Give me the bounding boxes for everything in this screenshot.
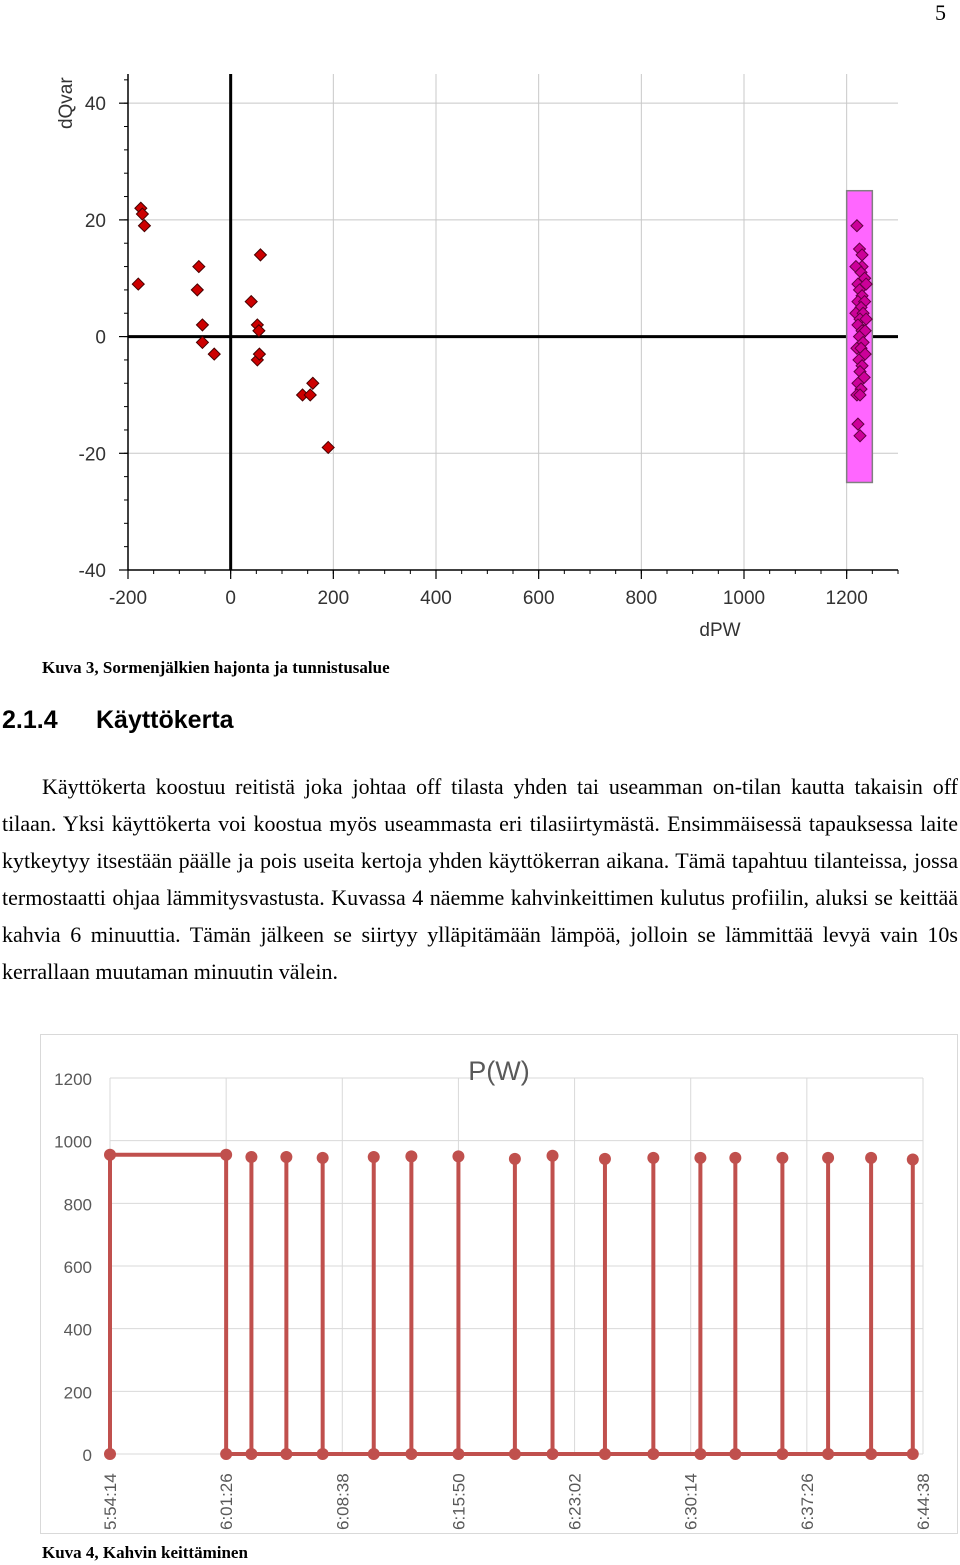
section-heading [2,706,234,735]
data-point [254,249,266,261]
data-marker [509,1153,521,1165]
y-tick-label: -20 [78,444,106,466]
x-tick-label: 6:23:02 [565,1473,585,1530]
data-point [322,441,334,453]
x-tick-label: 6:37:26 [797,1473,817,1530]
data-marker [729,1152,741,1164]
data-marker [104,1448,116,1460]
section-title: Käyttökerta [96,706,234,734]
data-point [208,348,220,360]
x-tick-label: -200 [108,588,148,609]
data-marker [547,1448,559,1460]
data-marker [220,1448,232,1460]
y-tick-label: 1000 [54,1132,92,1152]
data-marker [405,1448,417,1460]
x-tick-label: 1000 [722,588,766,609]
data-marker [647,1152,659,1164]
fingerprint-scatter-chart [40,60,920,650]
y-tick-label: 600 [63,1258,92,1277]
power-line-chart [40,1034,958,1534]
data-marker [907,1153,919,1165]
data-marker [822,1448,834,1460]
data-marker [694,1448,706,1460]
y-tick-label: 40 [84,94,106,116]
x-tick-label: 6:01:26 [217,1473,237,1530]
data-point [132,278,144,290]
page-number: 5 [935,0,946,25]
figure-4-caption: Kuva 4, Kahvin keittäminen [42,1543,248,1562]
data-marker [245,1151,257,1163]
y-tick-label: 20 [84,210,106,232]
data-point [191,284,203,296]
x-tick-label: 600 [522,588,555,609]
data-marker [694,1152,706,1164]
data-point [138,220,150,232]
data-marker [104,1149,116,1161]
y-tick-label: 1200 [54,1070,92,1089]
data-marker [907,1448,919,1460]
chart-title: P(W) [468,1056,530,1086]
data-marker [776,1448,788,1460]
data-marker [317,1448,329,1460]
data-marker [317,1152,329,1164]
data-marker [776,1152,788,1164]
data-marker [599,1153,611,1165]
x-tick-label: 400 [420,588,452,609]
data-point [304,389,316,401]
y-tick-label: 0 [95,327,106,349]
data-point [196,336,208,348]
figure-3-caption: Kuva 3, Sormenjälkien hajonta ja tunnistusalue [42,658,390,677]
x-tick-label: 6:44:38 [914,1473,933,1530]
x-tick-label: 6:15:50 [449,1473,469,1530]
y-tick-label: 800 [63,1195,92,1215]
data-marker [647,1448,659,1460]
data-point [196,319,208,331]
x-tick-label: 6:30:14 [681,1473,701,1530]
y-tick-label: 200 [63,1383,92,1403]
power-series-line [110,1155,913,1454]
x-tick-label: 0 [225,588,236,609]
data-marker [822,1152,834,1164]
data-marker [547,1150,559,1162]
data-marker [865,1448,877,1460]
data-marker [245,1448,257,1460]
x-tick-label: 800 [625,588,658,609]
data-point [245,296,257,308]
x-tick-label: 5:54:14 [101,1473,120,1530]
data-marker [599,1448,611,1460]
body-paragraph: Käyttökerta koostuu reitistä joka johtaa off tilasta yhden tai useamman on-tilan kautta takaisin off tilaan. Yksi käyttökerta voi koostua myös useammasta eri tilasiirtymästä. Ensimmäisessä tapauksessa laite kytkeytyy itsestään päälle ja pois useita kertoja yhden käyttökerran aikana. Tämä tapahtuu tilanteissa, jossa termostaatti ohjaa lämmitysvastusta. Kuvassa 4 näemme kahvinkeittimen kulutus profiilin, aluksi se keittää kahvia 6 minuuttia. Tämän jälkeen se siirtyy ylläpitämään lämpöä, jolloin se lämmittää levyä vain 10s kerrallaan muutaman minuutin välein. [2,774,958,984]
data-marker [280,1448,292,1460]
x-tick-label: 6:08:38 [333,1473,353,1530]
y-axis-label: dQvar [56,77,77,130]
data-marker [452,1150,464,1162]
data-point [307,377,319,389]
data-marker [729,1448,741,1460]
section-number: 2.1.4 [2,706,58,734]
data-marker [368,1151,380,1163]
data-marker [865,1152,877,1164]
data-marker [452,1448,464,1460]
data-marker [405,1150,417,1162]
data-marker [509,1448,521,1460]
x-tick-label: 200 [317,588,350,609]
data-point [193,261,205,273]
data-marker [368,1448,380,1460]
x-tick-label: 1200 [825,588,868,609]
y-tick-label: 0 [82,1446,92,1465]
data-marker [220,1149,232,1161]
x-axis-label: dPW [699,620,741,641]
data-marker [280,1151,292,1163]
y-tick-label: 400 [63,1320,92,1340]
y-tick-label: -40 [78,561,106,582]
